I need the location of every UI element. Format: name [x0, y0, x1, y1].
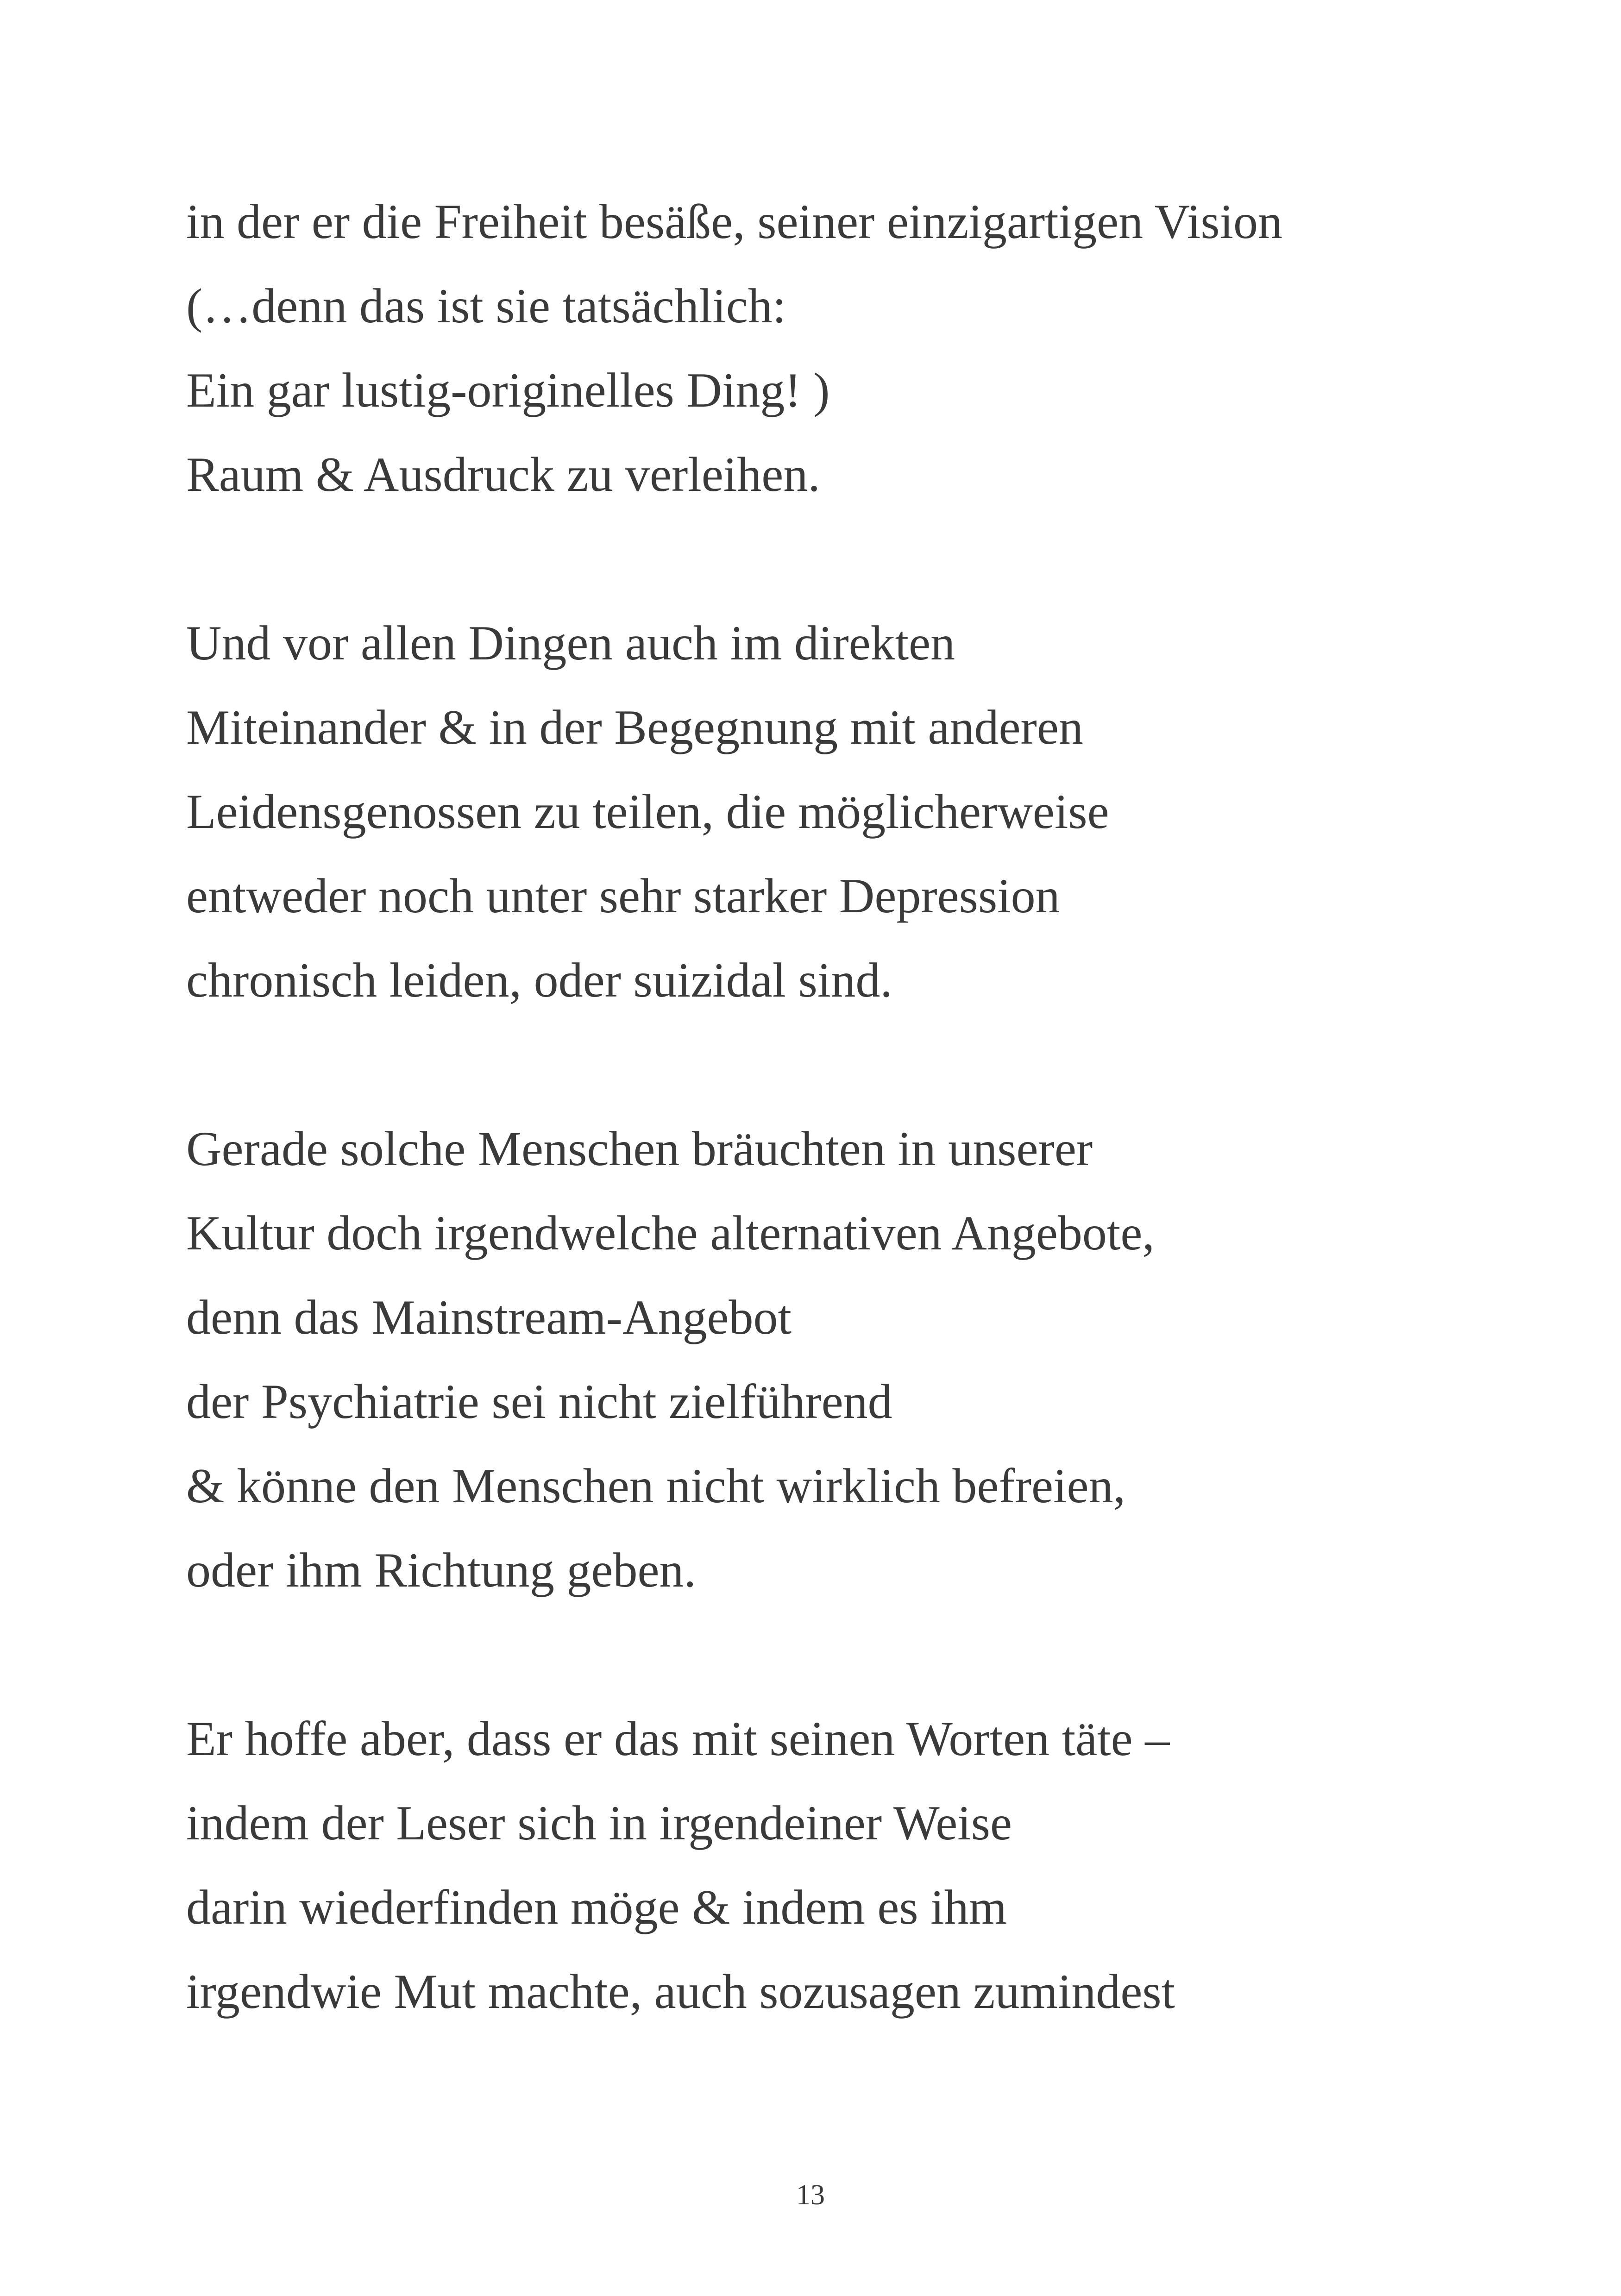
text-line: Gerade solche Menschen bräuchten in unserer [186, 1122, 1093, 1176]
text-line: Leidensgenossen zu teilen, die möglicherweise [186, 784, 1109, 839]
text-line: Und vor allen Dingen auch im direkten [186, 616, 955, 670]
text-line: chronisch leiden, oder suizidal sind. [186, 953, 892, 1007]
text-line: Kultur doch irgendwelche alternativen Angebote, [186, 1206, 1155, 1260]
text-line: Ein gar lustig-originelles Ding! ) [186, 363, 830, 417]
text-line: Miteinander & in der Begegnung mit anderen [186, 700, 1083, 754]
page-number: 13 [796, 2179, 825, 2211]
body-text [186, 180, 1529, 2118]
text-line: entweder noch unter sehr starker Depression [186, 869, 1060, 923]
text-line: denn das Mainstream-Angebot [186, 1290, 792, 1344]
text-line: darin wiederfinden möge & indem es ihm [186, 1880, 1007, 1934]
stanza-4 [186, 1697, 1529, 2034]
text-line: & könne den Menschen nicht wirklich befreien, [186, 1459, 1126, 1513]
text-line: Raum & Ausdruck zu verleihen. [186, 447, 820, 502]
text-line: (…denn das ist sie tatsächlich: [186, 279, 786, 333]
text-line: oder ihm Richtung geben. [186, 1543, 696, 1597]
text-line: Er hoffe aber, dass er das mit seinen Worten täte – [186, 1712, 1170, 1766]
stanza-3 [186, 1107, 1529, 1612]
text-line: der Psychiatrie sei nicht zielführend [186, 1374, 892, 1429]
stanza-2 [186, 601, 1529, 1023]
text-line: indem der Leser sich in irgendeiner Weise [186, 1796, 1012, 1850]
text-line: in der er die Freiheit besäße, seiner einzigartigen Vision [186, 194, 1283, 249]
text-line: irgendwie Mut machte, auch sozusagen zumindest [186, 1964, 1175, 2019]
stanza-1 [186, 180, 1529, 517]
